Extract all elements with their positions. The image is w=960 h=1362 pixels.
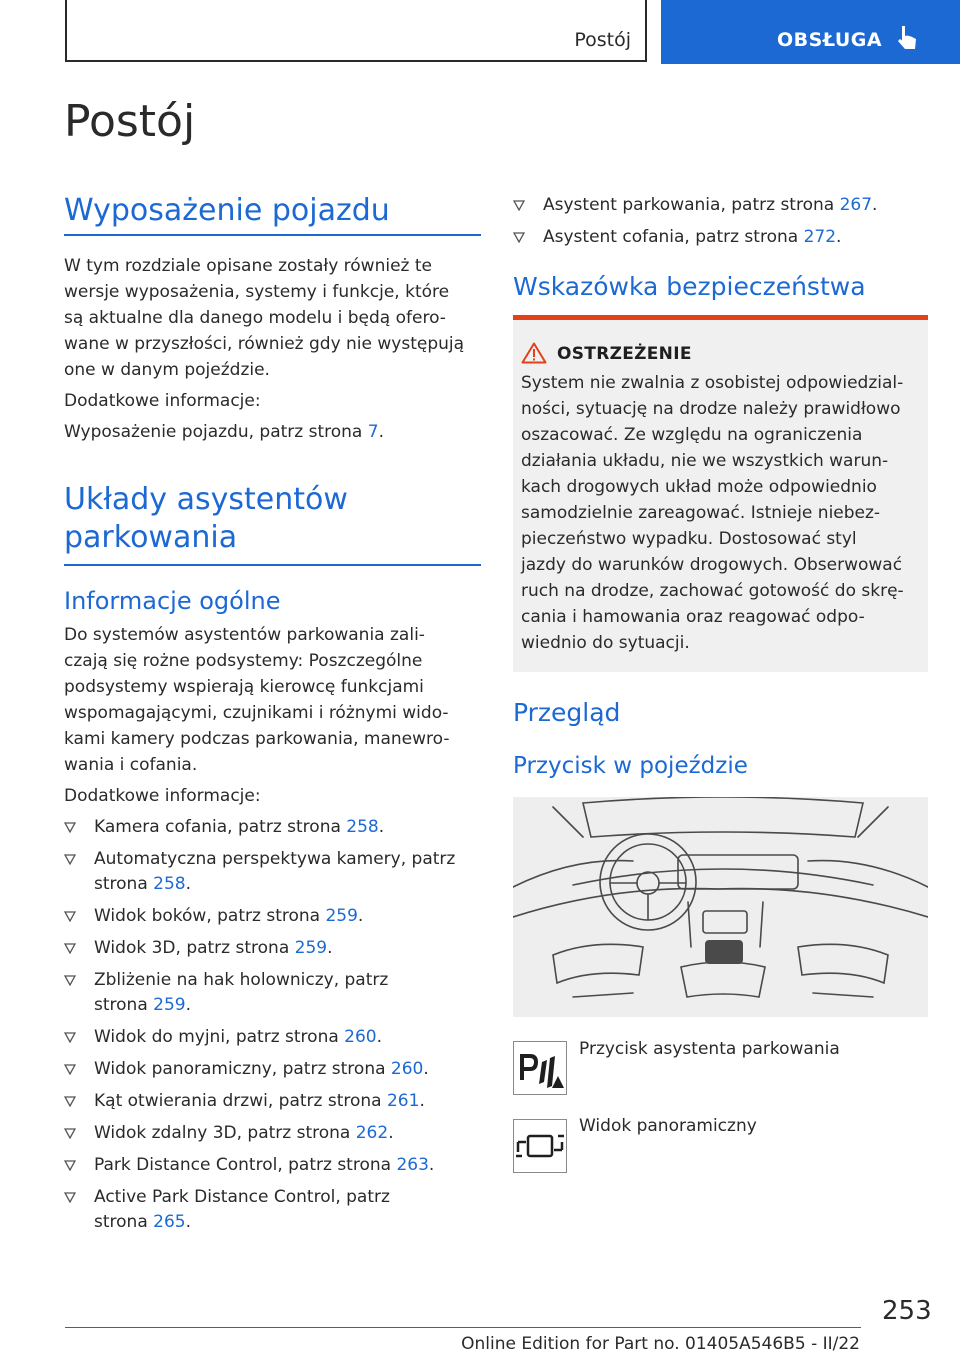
para-line: kami kamery podczas parkowania, manewro- (64, 729, 450, 749)
para-line: wspomagającymi, czujnikami i różnymi wido- (64, 703, 449, 723)
reference-end: . (378, 422, 384, 442)
triangle-bullet-icon (64, 1096, 76, 1107)
more-info-label: Dodatkowe informacje: (64, 786, 261, 806)
page-title: Postój (64, 96, 196, 147)
triangle-bullet-icon (64, 822, 76, 833)
page-link[interactable]: 261 (386, 1091, 420, 1111)
item-text: Park Distance Control, patrz strona (94, 1155, 397, 1175)
more-info-label: Dodatkowe informacje: (64, 391, 261, 411)
warning-line: cania i hamowania oraz reagować odpo- (521, 607, 865, 627)
para-line: Do systemów asystentów parkowania zali- (64, 625, 425, 645)
page-link[interactable]: 259 (325, 906, 358, 926)
warning-line: samodzielnie zareagować. Istnieje niebez- (521, 503, 881, 523)
list-item (64, 847, 484, 897)
item-end: . (423, 1059, 429, 1079)
triangle-bullet-icon (64, 1128, 76, 1139)
warning-line: ruch na drodze, zachować gotowość do skrę- (521, 581, 904, 601)
para-line: one w danym pojeździe. (64, 360, 270, 380)
list-item (64, 936, 484, 961)
warning-line: wiednio do sytuacji. (521, 633, 690, 653)
warning-line: kach drogowych układ może odpowiednio (521, 477, 877, 497)
item-text: Widok 3D, patrz strona (94, 938, 295, 958)
parking-assistant-button-icon (513, 1041, 567, 1095)
para-line: wania i cofania. (64, 755, 198, 775)
item-end: . (376, 1027, 383, 1047)
warning-box (513, 315, 928, 672)
item-text: Kąt otwierania drzwi, patrz strona (94, 1091, 387, 1111)
heading-button-in-vehicle: Przycisk w pojeździe (513, 753, 748, 779)
section-tab-label: Postój (574, 29, 631, 51)
para-line: czają się rożne podsystemy: Poszczególne (64, 651, 423, 671)
heading-safety-note: Wskazówka bezpieczeństwa (513, 272, 866, 301)
list-item (64, 1153, 484, 1178)
item-text: Widok zdalny 3D, patrz strona (94, 1123, 356, 1143)
item-end: . (185, 874, 191, 894)
page-number: 253 (882, 1296, 932, 1326)
para-line: W tym rozdziale opisane zostały również te (64, 256, 432, 276)
triangle-bullet-icon (64, 911, 76, 922)
item-end: . (872, 195, 878, 215)
page-link[interactable]: 258 (346, 817, 379, 837)
item-end: . (185, 995, 191, 1015)
heading-overview: Przegląd (513, 698, 621, 727)
warning-header (557, 344, 920, 364)
triangle-bullet-icon (64, 943, 76, 954)
warning-label: OSTRZEŻENIE (557, 344, 692, 364)
warning-triangle-icon (521, 342, 547, 364)
item-text: Widok panoramiczny, patrz strona (94, 1059, 391, 1079)
triangle-bullet-icon (64, 1032, 76, 1043)
heading-rule (64, 234, 481, 236)
header-section-tab (65, 0, 647, 62)
item-end: . (357, 906, 364, 926)
page-link[interactable]: 260 (390, 1059, 424, 1079)
para-line: są aktualne dla danego modelu i będą ofero- (64, 308, 446, 328)
triangle-bullet-icon (64, 1192, 76, 1203)
page-link[interactable]: 272 (803, 227, 837, 247)
warning-line: oszacować. Ze względu na ograniczenia (521, 425, 863, 445)
general-info-paragraph (64, 622, 484, 778)
icon-label-panoramic-view: Widok panoramiczny (579, 1116, 757, 1136)
heading-rule (64, 564, 481, 566)
heading-parking-assistants (64, 481, 348, 557)
triangle-bullet-icon (64, 975, 76, 986)
triangle-bullet-icon (513, 200, 525, 211)
item-text: Widok do myjni, patrz strona (94, 1027, 345, 1047)
page-link[interactable]: 259 (294, 938, 328, 958)
page-link[interactable]: 7 (367, 422, 379, 442)
list-item (64, 1121, 484, 1146)
reference-text: Wyposażenie pojazdu, patrz strona (64, 422, 368, 442)
page-link[interactable]: 267 (839, 195, 873, 215)
triangle-bullet-icon (64, 1160, 76, 1171)
para-line: wersje wyposażenia, systemy i funkcje, które (64, 282, 450, 302)
list-item (513, 193, 933, 218)
warning-line: ności, sytuację na drodze należy prawidłowo (521, 399, 901, 419)
list-item (64, 1185, 484, 1235)
list-item (64, 904, 484, 929)
warning-line: System nie zwalnia z osobistej odpowiedzial- (521, 373, 904, 393)
page-link[interactable]: 260 (344, 1027, 377, 1047)
equipment-reference (64, 419, 384, 445)
list-item (64, 968, 484, 1018)
item-end: . (419, 1091, 425, 1111)
heading-line: Układy asystentów (64, 482, 348, 517)
page-link[interactable]: 263 (396, 1155, 429, 1175)
item-end: . (388, 1123, 394, 1143)
item-end: . (185, 1212, 191, 1232)
heading-vehicle-equipment: Wyposażenie pojazdu (64, 193, 390, 228)
item-text-cont: strona (94, 1212, 154, 1232)
warning-line: działania układu, nie we wszystkich warun- (521, 451, 889, 471)
item-text-cont: strona (94, 995, 154, 1015)
page-link[interactable]: 258 (153, 874, 186, 894)
header-chapter-tab (661, 0, 960, 64)
reference-list (64, 815, 484, 1242)
item-text: Widok boków, patrz strona (94, 906, 326, 926)
item-end: . (378, 817, 385, 837)
list-item (64, 815, 484, 840)
car-interior-drawing (513, 797, 928, 1017)
item-text: Asystent parkowania, patrz strona (543, 195, 840, 215)
triangle-bullet-icon (513, 232, 525, 243)
dashboard-illustration (513, 797, 928, 1017)
item-end: . (428, 1155, 435, 1175)
warning-line: pieczeństwo wypadku. Dostosować styl (521, 529, 857, 549)
triangle-bullet-icon (64, 854, 76, 865)
triangle-bullet-icon (64, 1064, 76, 1075)
warning-line: jazdy do warunków drogowych. Obserwować (521, 555, 903, 575)
equipment-paragraph (64, 253, 484, 383)
list-item (513, 225, 933, 250)
list-item (64, 1089, 484, 1114)
item-end: . (836, 227, 842, 247)
page-link[interactable]: 259 (153, 995, 186, 1015)
footer-edition: Online Edition for Part no. 01405A546B5 - II/22 (461, 1334, 860, 1354)
item-text: Automatyczna perspektywa kamery, patrz (94, 849, 456, 869)
item-text: Active Park Distance Control, patrz (94, 1187, 390, 1207)
list-item (64, 1057, 484, 1082)
item-text-cont: strona (94, 874, 154, 894)
chapter-tab-label: OBSŁUGA (777, 29, 883, 51)
reference-list-continued (513, 193, 933, 257)
para-line: wane w przyszłości, również gdy nie występują (64, 334, 465, 354)
page-link[interactable]: 262 (355, 1123, 389, 1143)
panoramic-view-icon (513, 1119, 567, 1173)
item-end: . (327, 938, 333, 958)
heading-line: parkowania (64, 520, 238, 555)
list-item (64, 1025, 484, 1050)
footer-rule (65, 1327, 861, 1328)
subheading-general-info: Informacje ogólne (64, 587, 281, 615)
item-text: Kamera cofania, patrz strona (94, 817, 347, 837)
parking-button-highlight (705, 940, 743, 964)
item-text: Asystent cofania, patrz strona (543, 227, 804, 247)
hand-pointer-icon (895, 24, 919, 52)
item-text: Zbliżenie na hak holowniczy, patrz (94, 970, 389, 990)
para-line: podsystemy wspierają kierowcę funkcjami (64, 677, 424, 697)
page-link[interactable]: 265 (153, 1212, 186, 1232)
icon-label-parking-assistant: Przycisk asystenta parkowania (579, 1039, 840, 1059)
